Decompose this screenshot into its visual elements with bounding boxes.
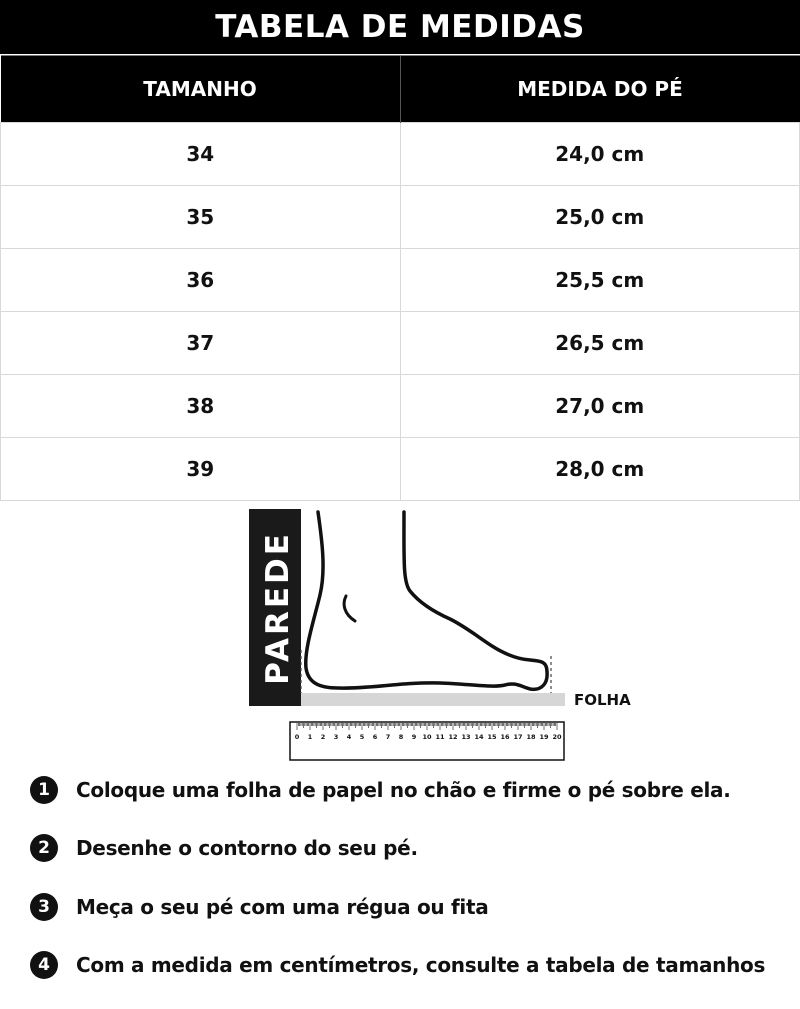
wall-label: PAREDE [260,531,296,685]
measurement-diagram [0,500,800,770]
size-cell: 36 [1,249,401,312]
step-text: Coloque uma folha de papel no chão e firme o pé sobre ela. [76,777,731,802]
table-row [1,123,800,186]
ruler-tick-label: 19 [539,733,549,741]
foot-outline-icon [306,512,547,689]
ruler-tick-label: 9 [411,733,417,741]
size-cell: 37 [1,312,401,375]
ruler-tick-label: 14 [474,733,484,741]
size-cell: 39 [1,438,401,501]
column-header-size: TAMANHO [1,56,401,123]
ruler-tick-label: 17 [513,733,523,741]
page-title: TABELA DE MEDIDAS [0,0,800,54]
ruler-tick-label: 8 [398,733,404,741]
foot-length-cell: 25,5 cm [400,249,800,312]
sheet-label: FOLHA [574,691,631,709]
foot-length-cell: 26,5 cm [400,312,800,375]
table-row [1,375,800,438]
ruler-tick-label: 18 [526,733,536,741]
ruler-tick-label: 4 [346,733,352,741]
step-item-4 [30,951,790,980]
size-cell: 38 [1,375,401,438]
ruler-icon [290,722,564,760]
step-item-1 [30,775,790,804]
ruler-tick-label: 15 [487,733,497,741]
ruler-tick-label: 10 [422,733,432,741]
ruler-tick-label: 16 [500,733,510,741]
step-item-2 [30,834,790,863]
paper-sheet [301,693,565,706]
table-header-row [1,56,800,123]
step-text: Desenhe o contorno do seu pé. [76,836,418,860]
step-text: Com a medida em centímetros, consulte a tabela de tamanhos [76,953,766,977]
column-header-foot-length: MEDIDA DO PÉ [400,56,800,123]
step-number-badge: 3 [30,893,58,921]
ruler-tick-label: 5 [359,733,365,741]
ruler-tick-label: 11 [435,733,445,741]
instructions-list [30,775,790,1009]
foot-measure-illustration [0,500,800,770]
ruler-tick-label: 12 [448,733,458,741]
ruler-tick-label: 20 [552,733,562,741]
ruler-tick-label: 7 [385,733,391,741]
step-text: Meça o seu pé com uma régua ou fita [76,894,489,919]
foot-length-cell: 25,0 cm [400,186,800,249]
step-number-badge: 1 [30,776,58,804]
ruler-tick-label: 6 [372,733,378,741]
table-row [1,438,800,501]
step-item-3 [30,892,790,921]
foot-length-cell: 28,0 cm [400,438,800,501]
step-number-badge: 2 [30,834,58,862]
ruler-tick-label: 3 [333,733,339,741]
ruler-tick-label: 1 [307,733,313,741]
step-number-badge: 4 [30,951,58,979]
size-table [0,55,800,501]
table-row [1,249,800,312]
ruler-tick-label: 0 [294,733,300,741]
table-row [1,312,800,375]
size-cell: 35 [1,186,401,249]
foot-length-cell: 24,0 cm [400,123,800,186]
foot-length-cell: 27,0 cm [400,375,800,438]
size-table-body [1,123,800,501]
size-cell: 34 [1,123,401,186]
ruler-tick-label: 13 [461,733,471,741]
table-row [1,186,800,249]
ruler-tick-label: 2 [320,733,326,741]
